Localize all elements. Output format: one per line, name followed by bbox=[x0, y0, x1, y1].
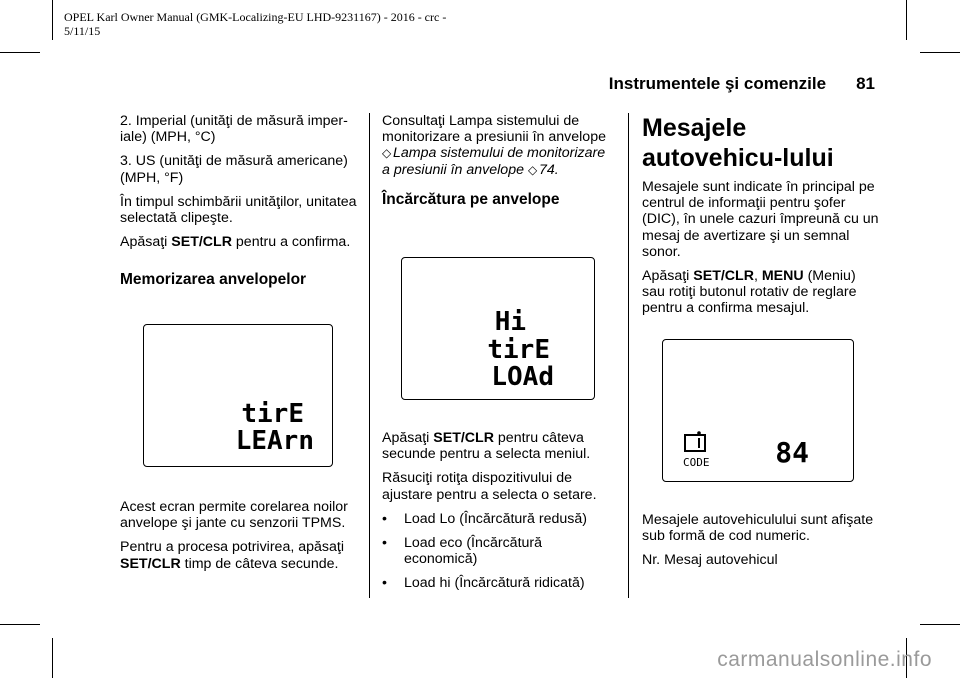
reference-page[interactable]: 74 bbox=[538, 161, 555, 178]
button-name: MENU bbox=[761, 268, 804, 285]
cross-reference-icon: ◇ bbox=[527, 162, 538, 177]
lcd-segment-text bbox=[144, 325, 332, 466]
crop-mark bbox=[920, 52, 960, 53]
running-head bbox=[600, 74, 875, 94]
crop-mark bbox=[0, 52, 40, 53]
reference-title[interactable]: Lampa sistemului de monitorizare a presiunii în anvelope bbox=[382, 145, 606, 178]
running-head-title: Instrumentele şi comenzile bbox=[608, 74, 827, 93]
button-name: SET/CLR bbox=[120, 555, 181, 572]
button-name: SET/CLR bbox=[171, 234, 232, 251]
list-item-text: Load hi (Încărcătură ridicată) bbox=[404, 575, 585, 592]
paragraph bbox=[120, 539, 360, 571]
paragraph bbox=[382, 430, 612, 462]
column-2 bbox=[382, 113, 612, 208]
text: Apăsaţi bbox=[382, 430, 434, 446]
list-item: • Load Lo (Încărcătură redusă) bbox=[382, 510, 587, 527]
header-line-2: 5/11/15 bbox=[64, 24, 101, 38]
column-divider bbox=[628, 113, 629, 598]
lcd-line-1: Hi bbox=[494, 307, 526, 337]
crop-mark bbox=[0, 624, 40, 625]
document-header bbox=[64, 10, 446, 38]
paragraph: În timpul schimbării unităţilor, unitatea selectată clipeşte. bbox=[120, 193, 357, 227]
text: , bbox=[753, 268, 762, 285]
text: Pentru a procesa potrivirea, apăsaţi bbox=[120, 539, 344, 556]
section-title: Mesajele autovehicu-lului bbox=[642, 114, 834, 172]
crop-mark bbox=[920, 624, 960, 625]
lcd-line-3: LOAd bbox=[491, 362, 554, 392]
crop-mark bbox=[52, 0, 53, 40]
list-item-text: Load eco (Încărcătură economică) bbox=[404, 535, 543, 568]
text: Apăsaţi bbox=[120, 234, 172, 251]
text: pentru a confirma. bbox=[231, 234, 351, 251]
lcd-segment-text bbox=[402, 258, 594, 399]
text: timp de câteva secunde. bbox=[180, 555, 339, 572]
lcd-display-tire-load bbox=[401, 257, 595, 400]
paragraph: Acest ecran permite corelarea noilor anvelope şi jante cu senzorii TPMS. bbox=[120, 499, 348, 532]
text: Apăsaţi bbox=[642, 268, 694, 285]
paragraph: Mesajele sunt indicate în principal pe centrul de informaţii pentru şofer (DIC), în unele cazuri împreună cu un mesaj de avertizare şi un semnal sonor. bbox=[642, 179, 879, 260]
column-divider bbox=[369, 113, 370, 598]
vehicle-info-icon bbox=[685, 431, 705, 451]
watermark: carmanualsonline.info bbox=[717, 648, 932, 671]
paragraph bbox=[642, 268, 882, 317]
column-3-lower bbox=[642, 512, 882, 577]
column-2-lower bbox=[382, 430, 612, 600]
lcd-code-value: 84 bbox=[775, 436, 809, 469]
list-item: • Load eco (Încărcătură economică) bbox=[382, 535, 612, 567]
button-name: SET/CLR bbox=[433, 430, 494, 446]
paragraph: Răsuciţi rotiţa dispozitivului de ajustare pentru a selecta o setare. bbox=[382, 470, 597, 503]
header-line-1: OPEL Karl Owner Manual (GMK-Localizing-EU LHD-9231167) - 2016 - crc - bbox=[64, 10, 447, 24]
paragraph: Nr. Mesaj autovehicul bbox=[642, 552, 778, 569]
paragraph: 3. US (unităţi de măsură americane) (MPH, °F) bbox=[120, 153, 348, 186]
crop-mark bbox=[906, 0, 907, 40]
crop-mark bbox=[52, 638, 53, 678]
lcd-code-label: CODE bbox=[683, 456, 710, 469]
lcd-segment-text bbox=[663, 340, 853, 481]
section-heading: Încărcătura pe anvelope bbox=[382, 190, 560, 208]
paragraph: 2. Imperial (unităţi de măsură imper-iale) (MPH, °C) bbox=[120, 113, 348, 146]
column-3 bbox=[642, 113, 882, 325]
column-1 bbox=[120, 113, 360, 289]
paragraph: Mesajele autovehiculului sunt afişate sub formă de cod numeric. bbox=[642, 512, 874, 545]
lcd-line-1: tirE bbox=[241, 399, 304, 429]
text: pentru câteva secunde pentru a selecta meniul. bbox=[382, 430, 591, 463]
lcd-display-tire-learn bbox=[143, 324, 333, 467]
lcd-line-2: LEArn bbox=[235, 426, 314, 456]
section-heading: Memorizarea anvelopelor bbox=[120, 271, 307, 289]
list-item-text: Load Lo (Încărcătură redusă) bbox=[404, 510, 587, 527]
list-item: • Load hi (Încărcătură ridicată) bbox=[382, 575, 585, 592]
paragraph bbox=[120, 234, 360, 250]
cross-reference-icon: ◇ bbox=[382, 146, 392, 161]
lcd-display-message-code bbox=[662, 339, 854, 482]
page-number: 81 bbox=[856, 74, 875, 93]
button-name: SET/CLR bbox=[693, 268, 754, 285]
lcd-line-2: tirE bbox=[487, 335, 550, 365]
paragraph: Consultaţi Lampa sistemului de monitorizare a presiunii în anvelope ◇ Lampa sistemului de monitorizare a presiunii în anvelope ◇ 74. bbox=[382, 113, 606, 178]
text: Consultaţi Lampa sistemului de monitorizare a presiunii în anvelope bbox=[382, 113, 606, 146]
column-1-lower bbox=[120, 499, 360, 580]
text: (Meniu) sau rotiţi butonul rotativ de reglare pentru a confirma mesajul. bbox=[642, 268, 857, 317]
